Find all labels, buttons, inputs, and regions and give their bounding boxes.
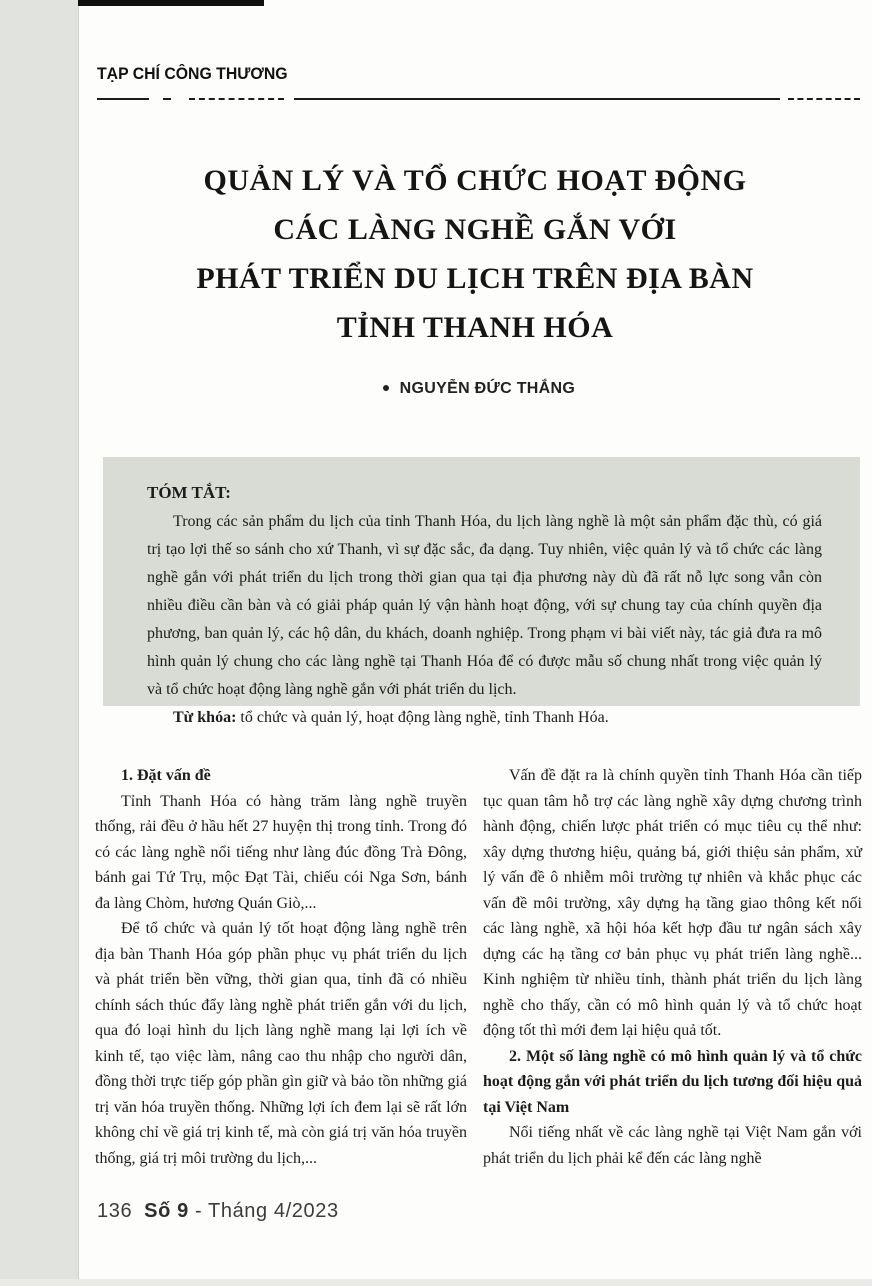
body-column-left bbox=[95, 763, 467, 1171]
author-name: NGUYỄN ĐỨC THẮNG bbox=[399, 380, 576, 397]
journal-name: TẠP CHÍ CÔNG THƯƠNG bbox=[97, 64, 288, 83]
abstract-heading: TÓM TẮT: bbox=[147, 483, 231, 502]
paragraph: Tỉnh Thanh Hóa có hàng trăm làng nghề truyền thống, rải đều ở hầu hết 27 huyện thị trong tỉnh. Trong đó có các làng nghề nổi tiếng như làng đúc đồng Trà Đông, bánh gai Tứ Trụ, mộc Đạt Tài, chiếu cói Nga Sơn, bánh đa làng Chòm, hương Quán Giò,... bbox=[95, 792, 467, 912]
keywords-text: tổ chức và quản lý, hoạt động làng nghề, tỉnh Thanh Hóa. bbox=[236, 709, 609, 726]
scan-bottom-edge bbox=[0, 1279, 872, 1286]
abstract-box bbox=[103, 457, 860, 726]
article-title-line: PHÁT TRIỂN DU LỊCH TRÊN ĐỊA BÀN bbox=[196, 262, 754, 295]
page-number: 136 bbox=[97, 1200, 133, 1222]
article-title-line: TỈNH THANH HÓA bbox=[336, 311, 614, 344]
rule-segment bbox=[788, 98, 860, 100]
bullet-icon: ● bbox=[381, 379, 391, 395]
issue-label: Số 9 bbox=[144, 1200, 189, 1222]
paragraph: Nổi tiếng nhất về các làng nghề tại Việt Nam gắn với phát triển du lịch phải kể đến các làng nghề bbox=[483, 1124, 862, 1167]
body-column-right bbox=[483, 763, 862, 1171]
article-title-line: CÁC LÀNG NGHỀ GẮN VỚI bbox=[273, 213, 677, 246]
rule-segment bbox=[97, 98, 149, 100]
header-rule bbox=[97, 98, 860, 100]
section-2-heading: 2. Một số làng nghề có mô hình quản lý và tổ chức hoạt động gắn với phát triển du lịch tương đối hiệu quả tại Việt Nam bbox=[483, 1047, 862, 1116]
keywords-line bbox=[147, 704, 822, 732]
author-line bbox=[95, 380, 862, 398]
article-title-line: QUẢN LÝ VÀ TỔ CHỨC HOẠT ĐỘNG bbox=[203, 164, 747, 197]
abstract-body: Trong các sản phẩm du lịch của tỉnh Thanh Hóa, du lịch làng nghề là một sản phẩm đặc thù, có giá trị tạo lợi thế so sánh cho xứ Thanh, vì sự đặc sắc, đa dạng. Tuy nhiên, việc quản lý và tổ chức các làng nghề gắn với phát triển du lịch trong thời gian qua tại địa phương này dù đã rất nỗ lực song vẫn còn nhiều điều cần bàn và có giải pháp quản lý vận hành hoạt động, với sự chung tay của chính quyền địa phương, ban quản lý, các hộ dân, du khách, doanh nghiệp. Trong phạm vi bài viết này, tác giả đưa ra mô hình quản lý chung cho các làng nghề tại Thanh Hóa để có được mẫu số chung nhất trong việc quản lý và tổ chức hoạt động làng nghề gắn với phát triển du lịch. bbox=[147, 513, 822, 698]
rule-segment bbox=[294, 98, 780, 100]
scan-top-artifact bbox=[78, 0, 264, 6]
rule-segment bbox=[163, 98, 171, 100]
paragraph: Để tổ chức và quản lý tốt hoạt động làng nghề trên địa bàn Thanh Hóa góp phần phục vụ phát triển du lịch và phát triển bền vững, thời gian qua, tỉnh đã có nhiều chính sách thúc đẩy làng nghề phát triển gắn với du lịch, qua đó loại hình du lịch làng nghề mang lại lợi ích về kinh tế, tạo việc làm, nâng cao thu nhập cho người dân, đồng thời trực tiếp góp phần gìn giữ và bảo tồn những giá trị văn hóa truyền thống. Những lợi ích đem lại sẽ rất lớn không chỉ về giá trị kinh tế, mà còn giá trị văn hóa truyền thống, giá trị môi trường du lịch,... bbox=[95, 920, 467, 1167]
page-footer bbox=[97, 1200, 339, 1223]
keywords-label: Từ khóa: bbox=[173, 709, 237, 726]
scan-edge-strip bbox=[0, 0, 79, 1279]
section-1-heading: 1. Đặt vấn đề bbox=[121, 767, 211, 784]
issue-date: - Tháng 4/2023 bbox=[188, 1200, 339, 1222]
rule-segment bbox=[189, 98, 284, 100]
paragraph: Vấn đề đặt ra là chính quyền tỉnh Thanh Hóa cần tiếp tục quan tâm hỗ trợ các làng nghề xây dựng chương trình hành động, chiến lược phát triển có mục tiêu cụ thể như: xây dựng thương hiệu, quảng bá, giới thiệu sản phẩm, xử lý vấn đề ô nhiễm môi trường tự nhiên và khắc phục các vấn đề môi trường, xây dựng hạ tầng giao thông kết nối các làng nghề, xã hội hóa kết hợp đầu tư ngân sách xây dựng các hạ tầng cơ bản phục vụ phát triển làng nghề... Kinh nghiệm từ nhiều tỉnh, thành phát triển du lịch làng nghề cho thấy, cần có mô hình quản lý và tổ chức hoạt động tốt thì mới đem lại hiệu quả tốt. bbox=[483, 767, 862, 1039]
article-title bbox=[80, 156, 870, 352]
